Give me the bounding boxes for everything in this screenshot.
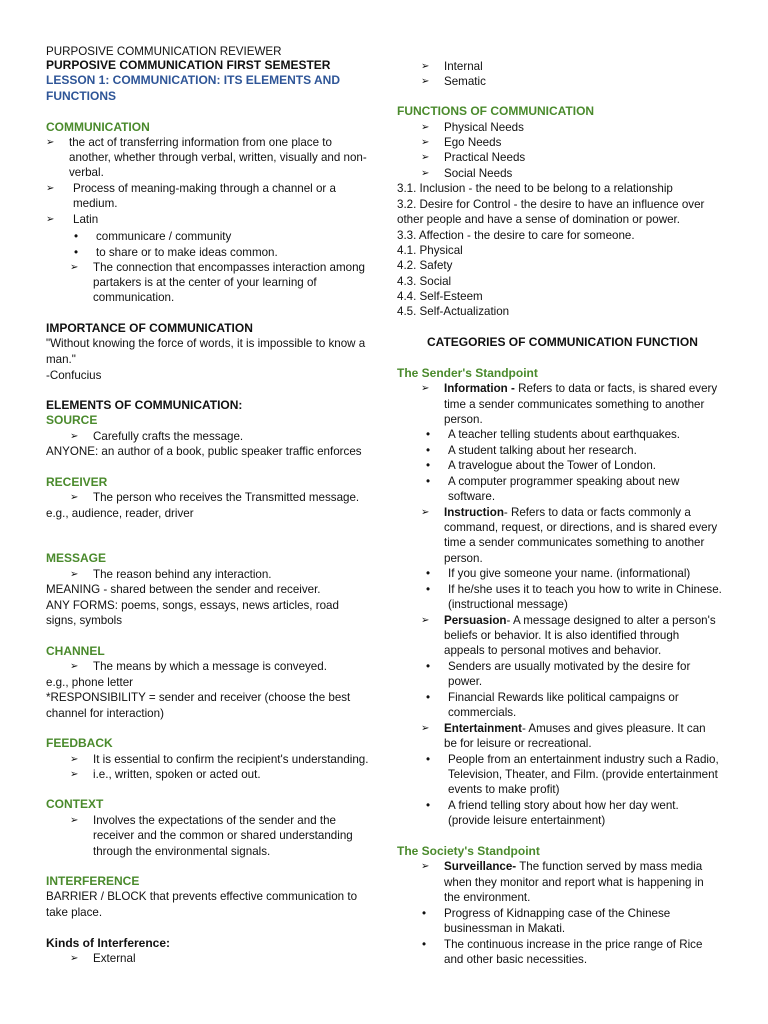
line-text: communication. (93, 291, 175, 304)
line-text: other people and have a sense of domination or power. (397, 213, 680, 226)
dot-bullet-icon: • (426, 459, 431, 472)
line-text: CHANNEL (46, 644, 105, 658)
line-text: appeals to personal motives and behavior. (444, 644, 662, 657)
line-text: command, request, or directions, and is shared every (444, 521, 718, 534)
line-text: Latin (73, 213, 99, 226)
arrow-bullet-icon: ➢ (70, 431, 79, 442)
line-text: FUNCTIONS OF COMMUNICATION (397, 104, 595, 118)
arrow-bullet-icon: ➢ (70, 569, 79, 580)
line-text: "Without knowing the force of words, it is impossible to know a (46, 337, 366, 350)
line-text: IMPORTANCE OF COMMUNICATION (46, 321, 253, 335)
line-text: power. (448, 675, 483, 688)
line-text: The person who receives the Transmitted message. (93, 491, 360, 504)
line-text: when they monitor and report what is happening in (444, 876, 704, 889)
line-text: If you give someone your name. (informational) (448, 567, 691, 580)
line-text: The Sender's Standpoint (397, 366, 538, 380)
line-text: and other basic necessities. (444, 953, 588, 966)
line-text: -Confucius (46, 369, 102, 382)
dot-bullet-icon: • (426, 583, 431, 596)
line-text: 4.4. Self-Esteem (397, 290, 483, 303)
line-text: take place. (46, 906, 103, 919)
dot-bullet-icon: • (426, 691, 431, 704)
line-text: INTERFERENCE (46, 874, 140, 888)
line-text: A computer programmer speaking about new (448, 475, 680, 488)
line-text: Involves the expectations of the sender and the (93, 814, 336, 827)
line-text: The continuous increase in the price range of Rice (444, 938, 703, 951)
line-text: businessman in Makati. (444, 922, 566, 935)
line-text: another, whether through verbal, written, visually and non- (69, 151, 367, 164)
arrow-bullet-icon: ➢ (46, 137, 55, 148)
line-text: If he/she uses it to teach you how to write in Chinese. (448, 583, 722, 596)
line-text: 3.2. Desire for Control - the desire to have an influence over (397, 198, 705, 211)
arrow-bullet-icon: ➢ (421, 507, 430, 518)
line-text: Progress of Kidnapping case of the Chinese (444, 907, 671, 920)
line-text: A student talking about her research. (448, 444, 637, 457)
dot-bullet-icon: • (426, 475, 431, 488)
arrow-bullet-icon: ➢ (421, 122, 430, 133)
line-text: SOURCE (46, 413, 98, 427)
line-text: *RESPONSIBILITY = sender and receiver (choose the best (46, 691, 351, 704)
line-text: Sematic (444, 75, 486, 88)
line-text: 4.1. Physical (397, 244, 463, 257)
line-text: FUNCTIONS (46, 89, 116, 103)
line-text: - A message designed to alter a person's (506, 614, 716, 627)
line-text: Financial Rewards like political campaigns or (448, 691, 679, 704)
line-text: man." (46, 353, 76, 366)
arrow-bullet-icon: ➢ (421, 137, 430, 148)
line-text: verbal. (69, 166, 104, 179)
line-text: software. (448, 490, 496, 503)
line-text: RECEIVER (46, 475, 108, 489)
line-text: time a sender communicates something to another (444, 398, 705, 411)
line-text: Social Needs (444, 167, 513, 180)
line-text: COMMUNICATION (46, 120, 150, 134)
line-text: ANY FORMS: poems, songs, essays, news articles, road (46, 599, 339, 612)
arrow-bullet-icon: ➢ (70, 262, 79, 273)
line-text: CATEGORIES OF COMMUNICATION FUNCTION (427, 335, 698, 349)
line-text: beliefs or behavior. It is also identified through (444, 629, 680, 642)
arrow-bullet-icon: ➢ (421, 861, 430, 872)
line-text: External (93, 952, 136, 965)
line-text: Senders are usually motivated by the desire for (448, 660, 691, 673)
dot-bullet-icon: • (74, 246, 79, 259)
dot-bullet-icon: • (74, 230, 79, 243)
line-text: through the environmental signals. (93, 845, 271, 858)
line-text: 4.5. Self-Actualization (397, 305, 510, 318)
line-text: PURPOSIVE COMMUNICATION FIRST SEMESTER (46, 58, 331, 72)
line-text: Television, Theater, and Film. (provide entertainment (448, 768, 718, 781)
line-text: Practical Needs (444, 151, 526, 164)
arrow-bullet-icon: ➢ (70, 492, 79, 503)
line-text: (instructional message) (448, 598, 568, 611)
arrow-bullet-icon: ➢ (46, 214, 55, 225)
line-text: The Society's Standpoint (397, 844, 540, 858)
line-text: The reason behind any interaction. (93, 568, 272, 581)
line-text: time a sender communicates something to another (444, 536, 705, 549)
line-text: A friend telling story about how her day went. (448, 799, 679, 812)
arrow-bullet-icon: ➢ (70, 754, 79, 765)
line-text: communicare / community (96, 230, 232, 243)
arrow-bullet-icon: ➢ (421, 615, 430, 626)
line-text: e.g., phone letter (46, 676, 134, 689)
term-label: Persuasion (444, 614, 507, 627)
line-text: A teacher telling students about earthquakes. (448, 428, 681, 441)
line-text: ELEMENTS OF COMMUNICATION: (46, 398, 243, 412)
dot-bullet-icon: • (426, 753, 431, 766)
line-text: be for leisure or recreational. (444, 737, 592, 750)
line-text: channel for interaction) (46, 707, 164, 720)
arrow-bullet-icon: ➢ (421, 168, 430, 179)
arrow-bullet-icon: ➢ (70, 769, 79, 780)
dot-bullet-icon: • (426, 428, 431, 441)
line-text: events to make profit) (448, 783, 560, 796)
line-text: It is essential to confirm the recipient's understanding. (93, 753, 369, 766)
arrow-bullet-icon: ➢ (70, 953, 79, 964)
dot-bullet-icon: • (426, 799, 431, 812)
term-label: Information - (444, 382, 519, 395)
arrow-bullet-icon: ➢ (421, 383, 430, 394)
line-text: Refers to data or facts, is shared every (518, 382, 718, 395)
term-label: Instruction (444, 506, 504, 519)
line-text: People from an entertainment industry such a Radio, (448, 753, 719, 766)
line-text: the environment. (444, 891, 531, 904)
line-text: (provide leisure entertainment) (448, 814, 606, 827)
line-text: A travelogue about the Tower of London. (448, 459, 656, 472)
line-text: - Amuses and gives pleasure. It can (521, 722, 706, 735)
arrow-bullet-icon: ➢ (70, 815, 79, 826)
line-text: the act of transferring information from one place to (69, 136, 332, 149)
line-text: 3.3. Affection - the desire to care for someone. (397, 229, 635, 242)
line-text: LESSON 1: COMMUNICATION: ITS ELEMENTS AND (46, 73, 340, 87)
dot-bullet-icon: • (426, 567, 431, 580)
line-text: i.e., written, spoken or acted out. (93, 768, 261, 781)
line-text: Internal (444, 60, 483, 73)
line-text: PURPOSIVE COMMUNICATION REVIEWER (46, 45, 282, 58)
line-text: Physical Needs (444, 121, 524, 134)
arrow-bullet-icon: ➢ (421, 152, 430, 163)
arrow-bullet-icon: ➢ (46, 183, 55, 194)
arrow-bullet-icon: ➢ (421, 723, 430, 734)
line-text: signs, symbols (46, 614, 123, 627)
dot-bullet-icon: • (426, 444, 431, 457)
line-text: CONTEXT (46, 797, 104, 811)
line-text: The function served by mass media (516, 860, 703, 873)
line-text: Process of meaning-making through a channel or a (73, 182, 336, 195)
dot-bullet-icon: • (422, 938, 427, 951)
line-text: 4.2. Safety (397, 259, 453, 272)
line-text: MESSAGE (46, 551, 107, 565)
line-text: Kinds of Interference: (46, 936, 171, 950)
line-text: FEEDBACK (46, 736, 113, 750)
term-label: Surveillance- (444, 860, 517, 873)
arrow-bullet-icon: ➢ (70, 661, 79, 672)
line-text: 4.3. Social (397, 275, 452, 288)
line-text: e.g., audience, reader, driver (46, 507, 194, 520)
line-text: to share or to make ideas common. (96, 246, 278, 259)
term-label: Entertainment (444, 722, 522, 735)
line-text: person. (444, 413, 483, 426)
arrow-bullet-icon: ➢ (421, 61, 430, 72)
line-text: partakers is at the center of your learning of (93, 276, 317, 289)
line-text: Carefully crafts the message. (93, 430, 244, 443)
arrow-bullet-icon: ➢ (421, 76, 430, 87)
line-text: The connection that encompasses interaction among (93, 261, 365, 274)
line-text: ANYONE: an author of a book, public speaker traffic enforces (46, 445, 362, 458)
dot-bullet-icon: • (422, 907, 427, 920)
line-text: commercials. (448, 706, 517, 719)
line-text: BARRIER / BLOCK that prevents effective communication to (46, 890, 358, 903)
line-text: receiver and the common or shared understanding (93, 829, 353, 842)
line-text: Ego Needs (444, 136, 502, 149)
line-text: person. (444, 552, 483, 565)
line-text: medium. (73, 197, 118, 210)
line-text: 3.1. Inclusion - the need to be belong to a relationship (397, 182, 673, 195)
dot-bullet-icon: • (426, 660, 431, 673)
line-text: - Refers to data or facts commonly a (503, 506, 691, 519)
line-text: The means by which a message is conveyed. (93, 660, 327, 673)
line-text: MEANING - shared between the sender and receiver. (46, 583, 321, 596)
